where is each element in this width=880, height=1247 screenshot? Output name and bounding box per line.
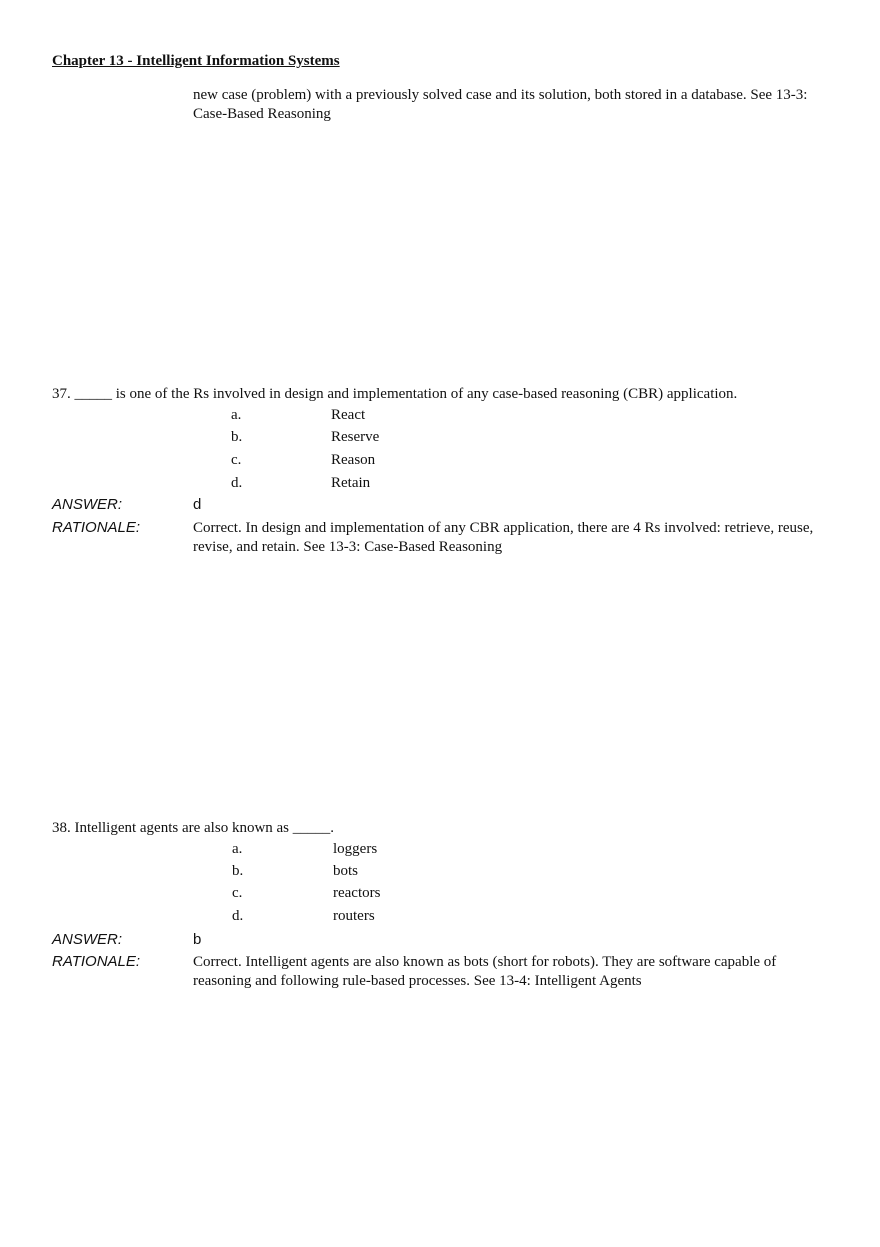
answer-label: ANSWER: [52,496,123,513]
option-text: Reason [331,452,376,468]
rationale-text: Correct. In design and implementation of any CBR application, there are 4 Rs involved: retrieve, reuse, revise, and retain. See 13-3: Case-Based Reasoning [193,520,814,555]
option-text: Retain [331,475,371,491]
option-letter: b. [232,863,244,879]
option-text: loggers [333,841,378,857]
option-letter: a. [232,841,243,857]
rationale-label: RATIONALE: [52,519,141,536]
answer-label: ANSWER: [52,931,123,948]
option-text: reactors [333,885,381,901]
option-letter: a. [231,407,242,423]
option-letter: c. [232,885,243,901]
option-letter: d. [231,475,243,491]
option-text: Reserve [331,429,380,445]
option-text: React [331,407,366,423]
question-stem: 38. Intelligent agents are also known as _____. [52,820,335,836]
option-text: bots [333,863,359,879]
answer-value: d [193,496,202,513]
answer-value: b [193,931,202,948]
rationale-text: Correct. Intelligent agents are also known as bots (short for robots). They are software capable of reasoning and following rule-based processes. See 13-4: Intelligent Agents [193,954,777,989]
rationale-label: RATIONALE: [52,953,141,970]
option-letter: b. [231,429,243,445]
option-letter: d. [232,908,244,924]
option-letter: c. [231,452,242,468]
question-stem: 37. _____ is one of the Rs involved in design and implementation of any case-based reasoning (CBR) application. [52,386,738,402]
option-text: routers [333,908,375,924]
continued-rationale-text: new case (problem) with a previously solved case and its solution, both stored in a database. See 13-3: Case-Based Reasoning [193,87,808,122]
chapter-title: Chapter 13 - Intelligent Information Systems [52,53,340,69]
